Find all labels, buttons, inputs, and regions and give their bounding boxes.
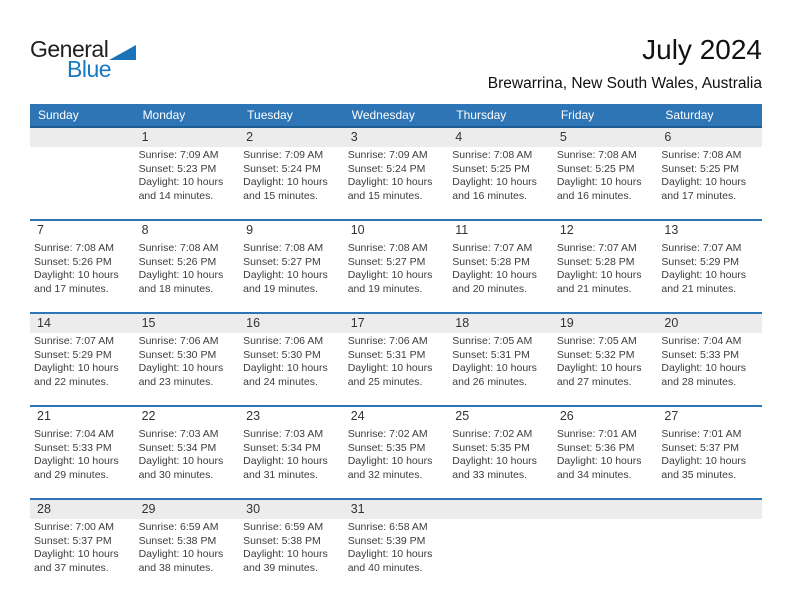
day-details bbox=[657, 426, 762, 482]
weekday-label-friday: Friday bbox=[560, 108, 595, 122]
day-detail-line: and 16 minutes. bbox=[556, 189, 632, 202]
day-detail-line: Sunset: 5:30 PM bbox=[243, 348, 321, 361]
day-detail-line: Sunset: 5:31 PM bbox=[452, 348, 530, 361]
day-detail-line: Sunset: 5:38 PM bbox=[243, 534, 321, 547]
day-detail-line: Sunset: 5:24 PM bbox=[243, 162, 321, 175]
day-details bbox=[657, 240, 762, 296]
day-detail-line: and 21 minutes. bbox=[556, 282, 632, 295]
day-details bbox=[448, 333, 553, 389]
day-detail-line: and 17 minutes. bbox=[661, 189, 737, 202]
day-details bbox=[448, 147, 553, 203]
day-detail-line: Daylight: 10 hours bbox=[243, 269, 328, 282]
day-cell bbox=[553, 314, 658, 405]
day-detail-line: Sunset: 5:34 PM bbox=[243, 441, 321, 454]
day-number: 29 bbox=[141, 502, 156, 516]
day-detail-line: and 37 minutes. bbox=[34, 561, 109, 574]
week-row bbox=[30, 312, 762, 405]
day-cell bbox=[344, 407, 449, 498]
day-detail-line: Sunset: 5:35 PM bbox=[452, 441, 530, 454]
day-cell bbox=[657, 314, 762, 405]
day-number: 13 bbox=[664, 223, 679, 237]
day-detail-line: Sunset: 5:33 PM bbox=[661, 348, 740, 361]
day-detail-line: Sunset: 5:23 PM bbox=[138, 162, 217, 175]
day-detail-line: Daylight: 10 hours bbox=[34, 362, 119, 375]
day-detail-line: Sunset: 5:37 PM bbox=[661, 441, 740, 454]
day-number: 23 bbox=[246, 409, 261, 423]
day-detail-line: Daylight: 10 hours bbox=[138, 455, 224, 468]
weekday-label-thursday: Thursday bbox=[456, 108, 507, 122]
day-detail-line: Daylight: 10 hours bbox=[34, 548, 119, 561]
day-number: 18 bbox=[455, 316, 470, 330]
day-details bbox=[135, 147, 240, 203]
day-detail-line: Sunrise: 7:08 AM bbox=[452, 149, 533, 161]
day-number: 31 bbox=[350, 502, 365, 516]
day-detail-line: Sunset: 5:28 PM bbox=[452, 255, 530, 268]
page-subtitle: Brewarrina, New South Wales, Australia bbox=[487, 75, 762, 92]
day-detail-line: Sunrise: 7:09 AM bbox=[243, 149, 324, 161]
day-detail-line: Sunrise: 7:03 AM bbox=[243, 428, 324, 440]
day-detail-line: Daylight: 10 hours bbox=[243, 362, 328, 375]
day-detail-line: Daylight: 10 hours bbox=[556, 269, 642, 282]
day-number: 24 bbox=[350, 409, 365, 423]
day-details bbox=[30, 519, 135, 575]
day-details bbox=[135, 426, 240, 482]
day-detail-line: Daylight: 10 hours bbox=[243, 176, 328, 189]
day-detail-line: Daylight: 10 hours bbox=[556, 176, 642, 189]
day-details bbox=[30, 426, 135, 482]
day-details bbox=[239, 147, 344, 203]
empty-day-cell bbox=[657, 500, 762, 591]
day-number: 17 bbox=[350, 316, 365, 330]
day-cell bbox=[239, 221, 344, 312]
day-detail-line: Sunset: 5:38 PM bbox=[138, 534, 217, 547]
day-detail-line: and 15 minutes. bbox=[347, 189, 423, 202]
day-detail-line: Sunset: 5:25 PM bbox=[556, 162, 635, 175]
day-detail-line: Sunrise: 7:08 AM bbox=[556, 149, 637, 161]
day-detail-line: Sunrise: 7:02 AM bbox=[347, 428, 428, 440]
page-title: July 2024 bbox=[642, 34, 762, 65]
day-details bbox=[344, 333, 449, 389]
day-detail-line: Sunrise: 7:00 AM bbox=[34, 521, 114, 533]
day-details bbox=[239, 333, 344, 389]
day-detail-line: and 32 minutes. bbox=[347, 468, 423, 481]
day-detail-line: and 30 minutes. bbox=[138, 468, 214, 481]
day-number: 12 bbox=[559, 223, 574, 237]
day-detail-line: Daylight: 10 hours bbox=[556, 362, 642, 375]
day-detail-line: Sunrise: 7:08 AM bbox=[661, 149, 742, 161]
day-number: 2 bbox=[246, 130, 254, 144]
day-cell bbox=[657, 221, 762, 312]
logo-word-blue: Blue bbox=[67, 56, 112, 82]
day-detail-line: Daylight: 10 hours bbox=[138, 548, 224, 561]
day-details bbox=[30, 240, 135, 296]
day-number: 22 bbox=[141, 409, 156, 423]
day-detail-line: Sunset: 5:31 PM bbox=[347, 348, 426, 361]
day-cell bbox=[135, 221, 240, 312]
day-details bbox=[135, 240, 240, 296]
day-detail-line: and 22 minutes. bbox=[34, 375, 109, 388]
day-cell bbox=[30, 500, 135, 591]
logo-triangle-icon bbox=[109, 45, 136, 60]
day-cell bbox=[135, 314, 240, 405]
day-detail-line: Sunset: 5:32 PM bbox=[556, 348, 635, 361]
day-detail-line: Daylight: 10 hours bbox=[347, 455, 433, 468]
day-details bbox=[553, 147, 658, 203]
day-cell bbox=[553, 128, 658, 219]
day-detail-line: Daylight: 10 hours bbox=[347, 548, 433, 561]
title-block bbox=[488, 34, 762, 93]
day-detail-line: Sunrise: 7:01 AM bbox=[556, 428, 637, 440]
weekday-label-wednesday: Wednesday bbox=[351, 108, 415, 122]
day-details bbox=[344, 519, 449, 575]
day-detail-line: and 28 minutes. bbox=[661, 375, 737, 388]
day-detail-line: Sunrise: 7:09 AM bbox=[347, 149, 428, 161]
day-cell bbox=[553, 407, 658, 498]
day-cell bbox=[344, 221, 449, 312]
day-detail-line: Sunrise: 7:02 AM bbox=[452, 428, 533, 440]
day-details bbox=[239, 240, 344, 296]
day-cell bbox=[135, 128, 240, 219]
day-cell bbox=[553, 221, 658, 312]
day-details bbox=[657, 333, 762, 389]
day-detail-line: Sunset: 5:39 PM bbox=[347, 534, 426, 547]
day-detail-line: and 17 minutes. bbox=[34, 282, 109, 295]
day-cell bbox=[239, 500, 344, 591]
day-details bbox=[448, 426, 553, 482]
day-detail-line: Daylight: 10 hours bbox=[138, 362, 224, 375]
day-detail-line: Daylight: 10 hours bbox=[34, 269, 119, 282]
day-cell bbox=[344, 128, 449, 219]
day-detail-line: Sunrise: 7:06 AM bbox=[138, 335, 219, 347]
day-detail-line: and 20 minutes. bbox=[452, 282, 527, 295]
day-detail-line: Sunrise: 7:04 AM bbox=[661, 335, 742, 347]
day-detail-line: Sunrise: 7:05 AM bbox=[452, 335, 533, 347]
day-detail-line: Sunrise: 6:58 AM bbox=[347, 521, 428, 533]
day-cell bbox=[448, 407, 553, 498]
day-detail-line: and 25 minutes. bbox=[347, 375, 423, 388]
day-cell bbox=[239, 407, 344, 498]
day-number: 4 bbox=[455, 130, 463, 144]
day-detail-line: and 27 minutes. bbox=[556, 375, 632, 388]
day-detail-line: and 19 minutes. bbox=[243, 282, 318, 295]
day-detail-line: and 14 minutes. bbox=[138, 189, 214, 202]
day-detail-line: Sunrise: 7:07 AM bbox=[452, 242, 533, 254]
day-cell bbox=[344, 500, 449, 591]
day-number: 3 bbox=[350, 130, 358, 144]
day-detail-line: Sunset: 5:37 PM bbox=[34, 534, 112, 547]
day-details bbox=[657, 147, 762, 203]
week-row bbox=[30, 126, 762, 219]
day-detail-line: Sunset: 5:25 PM bbox=[661, 162, 740, 175]
day-cell bbox=[657, 407, 762, 498]
day-detail-line: Sunset: 5:33 PM bbox=[34, 441, 112, 454]
day-details bbox=[344, 240, 449, 296]
day-detail-line: and 15 minutes. bbox=[243, 189, 318, 202]
week-row bbox=[30, 498, 762, 591]
day-detail-line: Sunrise: 6:59 AM bbox=[243, 521, 324, 533]
page-header bbox=[30, 34, 762, 100]
day-detail-line: Daylight: 10 hours bbox=[661, 455, 747, 468]
day-cell bbox=[448, 128, 553, 219]
day-cell bbox=[135, 500, 240, 591]
calendar bbox=[30, 104, 762, 591]
day-detail-line: and 39 minutes. bbox=[243, 561, 318, 574]
day-detail-line: Daylight: 10 hours bbox=[452, 455, 537, 468]
day-detail-line: and 21 minutes. bbox=[661, 282, 737, 295]
day-detail-line: Sunset: 5:24 PM bbox=[347, 162, 426, 175]
day-detail-line: Daylight: 10 hours bbox=[661, 362, 747, 375]
day-detail-line: Sunrise: 7:07 AM bbox=[661, 242, 742, 254]
day-detail-line: Sunset: 5:36 PM bbox=[556, 441, 635, 454]
empty-day-cell bbox=[448, 500, 553, 591]
day-detail-line: and 34 minutes. bbox=[556, 468, 632, 481]
day-cell bbox=[135, 407, 240, 498]
day-detail-line: Sunrise: 7:08 AM bbox=[138, 242, 219, 254]
day-detail-line: Sunrise: 7:06 AM bbox=[347, 335, 428, 347]
day-detail-line: Daylight: 10 hours bbox=[347, 362, 433, 375]
weekday-label-tuesday: Tuesday bbox=[247, 108, 293, 122]
day-detail-line: Sunrise: 7:08 AM bbox=[347, 242, 428, 254]
day-details bbox=[30, 333, 135, 389]
weekday-header-row bbox=[30, 104, 762, 126]
day-number: 5 bbox=[559, 130, 567, 144]
day-detail-line: Sunset: 5:29 PM bbox=[661, 255, 740, 268]
weekday-label-monday: Monday bbox=[142, 108, 186, 122]
day-detail-line: Sunset: 5:26 PM bbox=[138, 255, 217, 268]
day-detail-line: Daylight: 10 hours bbox=[34, 455, 119, 468]
day-detail-line: and 31 minutes. bbox=[243, 468, 318, 481]
day-detail-line: Sunrise: 6:59 AM bbox=[138, 521, 219, 533]
day-cell bbox=[657, 128, 762, 219]
day-details bbox=[448, 240, 553, 296]
day-details bbox=[344, 147, 449, 203]
day-number: 20 bbox=[664, 316, 679, 330]
day-cell bbox=[448, 314, 553, 405]
day-number: 15 bbox=[141, 316, 156, 330]
day-detail-line: and 26 minutes. bbox=[452, 375, 527, 388]
day-detail-line: Daylight: 10 hours bbox=[138, 176, 224, 189]
weekday-label-sunday: Sunday bbox=[38, 108, 79, 122]
day-detail-line: Daylight: 10 hours bbox=[556, 455, 642, 468]
day-details bbox=[135, 333, 240, 389]
day-details bbox=[239, 519, 344, 575]
day-number: 28 bbox=[37, 502, 51, 516]
day-detail-line: Sunset: 5:34 PM bbox=[138, 441, 217, 454]
day-cell bbox=[30, 221, 135, 312]
day-detail-line: and 24 minutes. bbox=[243, 375, 318, 388]
day-number: 11 bbox=[455, 223, 469, 237]
day-details bbox=[344, 426, 449, 482]
day-number: 8 bbox=[141, 223, 149, 237]
day-detail-line: Daylight: 10 hours bbox=[347, 269, 433, 282]
day-detail-line: Sunrise: 7:03 AM bbox=[138, 428, 219, 440]
day-detail-line: Daylight: 10 hours bbox=[452, 176, 537, 189]
day-detail-line: Daylight: 10 hours bbox=[661, 269, 747, 282]
day-detail-line: Sunset: 5:27 PM bbox=[347, 255, 426, 268]
day-cell bbox=[30, 407, 135, 498]
empty-day-cell bbox=[553, 500, 658, 591]
week-row bbox=[30, 405, 762, 498]
day-detail-line: and 29 minutes. bbox=[34, 468, 109, 481]
day-details bbox=[553, 240, 658, 296]
day-details bbox=[553, 426, 658, 482]
day-detail-line: and 33 minutes. bbox=[452, 468, 527, 481]
day-detail-line: and 40 minutes. bbox=[347, 561, 423, 574]
day-detail-line: Sunset: 5:28 PM bbox=[556, 255, 635, 268]
day-cell bbox=[239, 314, 344, 405]
day-number: 9 bbox=[246, 223, 254, 237]
day-cell bbox=[239, 128, 344, 219]
day-detail-line: and 18 minutes. bbox=[138, 282, 214, 295]
day-detail-line: Daylight: 10 hours bbox=[452, 269, 537, 282]
day-number: 6 bbox=[664, 130, 672, 144]
weekday-label-saturday: Saturday bbox=[665, 108, 714, 122]
day-detail-line: Sunrise: 7:08 AM bbox=[34, 242, 114, 254]
day-detail-line: and 23 minutes. bbox=[138, 375, 214, 388]
day-cell bbox=[30, 314, 135, 405]
day-number: 16 bbox=[246, 316, 261, 330]
day-number: 25 bbox=[455, 409, 470, 423]
day-detail-line: Sunrise: 7:05 AM bbox=[556, 335, 637, 347]
day-detail-line: Daylight: 10 hours bbox=[243, 455, 328, 468]
general-blue-logo bbox=[30, 36, 136, 83]
day-detail-line: Sunrise: 7:01 AM bbox=[661, 428, 742, 440]
logo-text-general: General bbox=[30, 36, 109, 62]
day-detail-line: and 38 minutes. bbox=[138, 561, 214, 574]
day-detail-line: Sunset: 5:25 PM bbox=[452, 162, 530, 175]
day-detail-line: Daylight: 10 hours bbox=[452, 362, 537, 375]
day-number: 27 bbox=[664, 409, 679, 423]
day-detail-line: Sunrise: 7:06 AM bbox=[243, 335, 324, 347]
day-detail-line: Daylight: 10 hours bbox=[243, 548, 328, 561]
day-number: 19 bbox=[559, 316, 574, 330]
day-detail-line: Sunrise: 7:07 AM bbox=[556, 242, 637, 254]
day-details bbox=[239, 426, 344, 482]
day-detail-line: Daylight: 10 hours bbox=[347, 176, 433, 189]
day-cell bbox=[448, 221, 553, 312]
day-detail-line: Sunset: 5:35 PM bbox=[347, 441, 426, 454]
day-number: 30 bbox=[246, 502, 261, 516]
day-number: 10 bbox=[350, 223, 365, 237]
day-detail-line: Daylight: 10 hours bbox=[138, 269, 224, 282]
day-number: 21 bbox=[37, 409, 51, 423]
day-detail-line: Sunset: 5:29 PM bbox=[34, 348, 112, 361]
calendar-weeks bbox=[30, 126, 762, 591]
day-detail-line: Daylight: 10 hours bbox=[661, 176, 747, 189]
day-cell bbox=[344, 314, 449, 405]
day-detail-line: Sunset: 5:26 PM bbox=[34, 255, 112, 268]
day-detail-line: Sunrise: 7:09 AM bbox=[138, 149, 219, 161]
day-detail-line: Sunrise: 7:08 AM bbox=[243, 242, 324, 254]
day-detail-line: Sunset: 5:30 PM bbox=[138, 348, 217, 361]
day-detail-line: Sunrise: 7:07 AM bbox=[34, 335, 114, 347]
day-number: 1 bbox=[141, 130, 149, 144]
empty-day-cell bbox=[30, 128, 135, 219]
day-number: 26 bbox=[559, 409, 574, 423]
day-details bbox=[135, 519, 240, 575]
day-number: 14 bbox=[37, 316, 51, 330]
day-detail-line: and 35 minutes. bbox=[661, 468, 737, 481]
day-number: 7 bbox=[37, 223, 44, 237]
day-detail-line: Sunset: 5:27 PM bbox=[243, 255, 321, 268]
week-row bbox=[30, 219, 762, 312]
day-detail-line: Sunrise: 7:04 AM bbox=[34, 428, 114, 440]
day-details bbox=[553, 333, 658, 389]
day-detail-line: and 16 minutes. bbox=[452, 189, 527, 202]
day-detail-line: and 19 minutes. bbox=[347, 282, 423, 295]
